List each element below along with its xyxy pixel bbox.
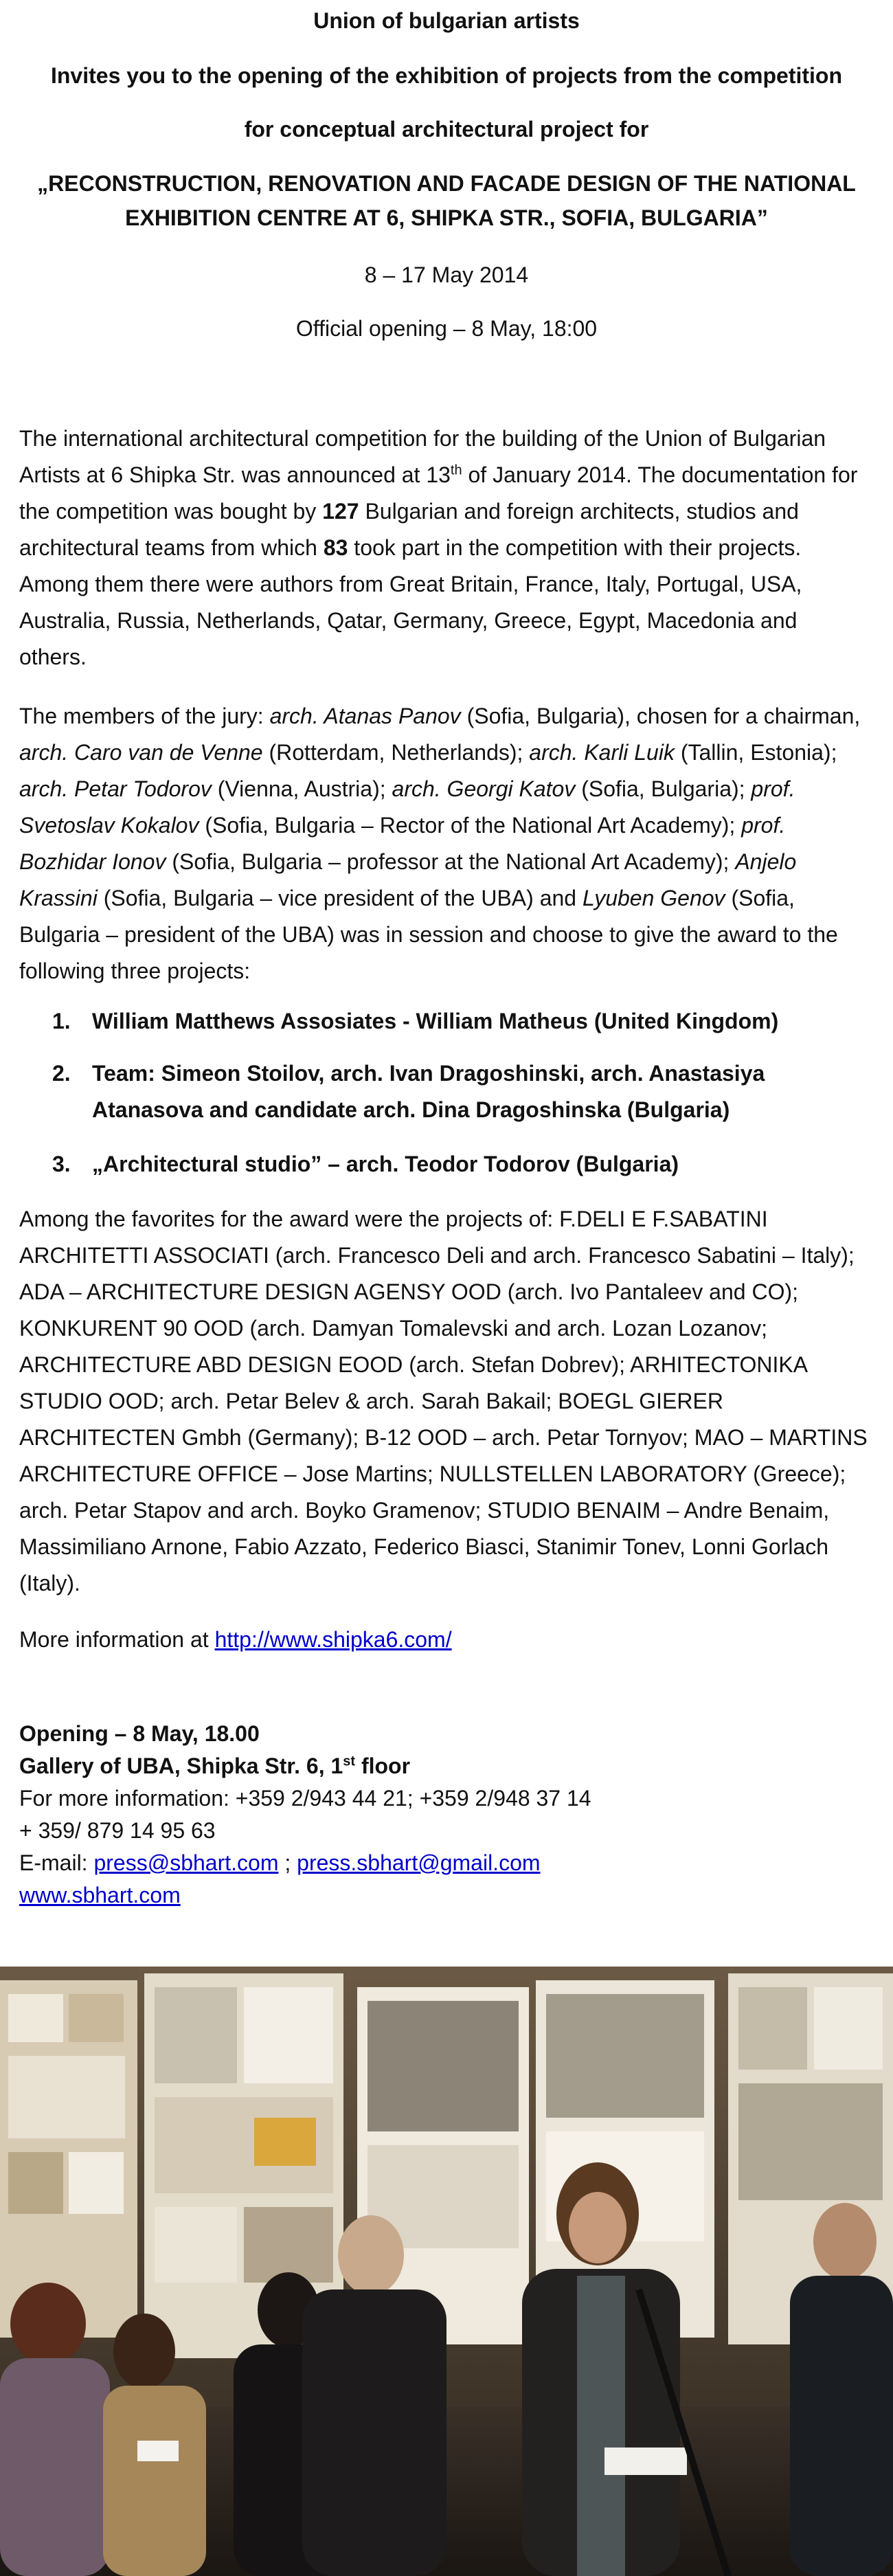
- jury-member: Anjelo Krassini: [19, 849, 797, 910]
- participants-count: 83: [323, 535, 348, 560]
- email-line: [19, 1847, 868, 1879]
- contact-block: [19, 1718, 868, 1912]
- official-opening: Official opening – 8 May, 18:00: [295, 316, 598, 341]
- competition-title: „RECONSTRUCTION, RENOVATION AND FACADE DESIGN OF THE NATIONAL EXHIBITION CENTRE AT 6, SHIPKA STR., SOFIA, BULGARIA”: [37, 171, 856, 230]
- p1-text-d: took part in the competition with their projects. Among them there were authors from Great Britain, France, Italy, Portugal, USA, Australia, Russia, Netherlands, Qatar, Germany, Greece, Egypt, Macedonia and others.: [19, 535, 802, 669]
- org-heading: Union of bulgarian artists: [313, 8, 580, 33]
- gallery-floor: floor: [355, 1754, 411, 1778]
- award-item-3: [52, 1146, 863, 1191]
- award-item-2: [52, 1055, 863, 1136]
- jury-member: arch. Atanas Panov: [269, 704, 461, 728]
- award-number: 3.: [52, 1152, 71, 1176]
- award-item-1: [52, 1003, 863, 1048]
- jury-text: (Sofia, Bulgaria – vice president of the UBA) and: [97, 886, 583, 910]
- favorites-paragraph: Among the favorites for the award were the projects of: F.DELI E F.SABATINI ARCHITETTI ASSOCIATI (arch. Francesco Deli and arch. Francesco Sabatini – Italy); ADA – ARCHITECTURE DESIGN AGENSY OOD (arch. Ivo Pantaleev and CO); KONKURENT 90 OOD (arch. Damyan Tomalevski and arch. Lozan Lozanov; ARCHITECTURE ABD DESIGN EOOD (arch. Stefan Dobrev); ARHITECTONIKA STUDIO OOD; arch. Petar Belev & arch. Sarah Bakail; BOEGL GIERER ARCHITECTEN Gmbh (Germany); B-12 OOD – arch. Petar Tornyov; MAO – MARTINS ARCHITECTURE OFFICE – Jose Martins; NULLSTELLEN LABORATORY (Greece); arch. Petar Stapov and arch. Boyko Gramenov; STUDIO BENAIM – Andre Benaim, Massimiliano Arnone, Fabio Azzato, Federico Biasci, Stanimir Tonev, Lonni Gorlach (Italy).: [19, 1207, 868, 1595]
- jury-member: arch. Caro van de Venne: [19, 740, 263, 765]
- opening-line: Opening – 8 May, 18.00: [19, 1721, 260, 1746]
- shipka6-link[interactable]: http://www.shipka6.com/: [214, 1627, 452, 1652]
- mobile-line: + 359/ 879 14 95 63: [19, 1818, 216, 1843]
- p1-text-b: of January 2014. The documentation for the competition was bought by: [19, 462, 858, 524]
- gallery-text: Gallery of UBA, Shipka Str. 6, 1: [19, 1754, 343, 1778]
- jury-member: prof. Bozhidar Ionov: [19, 813, 786, 874]
- buyers-count: 127: [322, 499, 359, 524]
- jury-text: (Sofia, Bulgaria – president of the UBA) was in session and choose to give the award to the following three projects:: [19, 886, 838, 983]
- gallery-superscript: st: [343, 1754, 356, 1769]
- exhibition-dates: 8 – 17 May 2014: [364, 262, 529, 287]
- email-link-gmail[interactable]: press.sbhart@gmail.com: [297, 1850, 541, 1875]
- award-number: 2.: [52, 1061, 71, 1086]
- p1-text-c: Bulgarian and foreign architects, studios and architectural teams from which: [19, 499, 799, 560]
- p1-text-a: The international architectural competition for the building of the Union of Bulgarian Artists at 6 Shipka Str. was announced at 13: [19, 426, 826, 487]
- email-label: E-mail:: [19, 1850, 94, 1875]
- competition-paragraph: [19, 421, 868, 675]
- email-link-press[interactable]: press@sbhart.com: [93, 1850, 279, 1875]
- for-heading: for conceptual architectural project for: [244, 117, 649, 142]
- website-line: [19, 1879, 868, 1912]
- jury-text: (Sofia, Bulgaria);: [575, 776, 751, 801]
- email-separator: ;: [278, 1850, 297, 1875]
- more-info-line: [19, 1622, 868, 1658]
- jury-member: arch. Petar Todorov: [19, 776, 212, 801]
- p1-superscript: th: [450, 462, 462, 478]
- jury-text: (Sofia, Bulgaria – professor at the National Art Academy);: [166, 849, 736, 874]
- award-text: „Architectural studio” – arch. Teodor Todorov (Bulgaria): [92, 1152, 679, 1176]
- exhibition-opening-photo: [0, 1967, 893, 2576]
- phones-line: For more information: +359 2/943 44 21; +359 2/948 37 14: [19, 1786, 591, 1811]
- jury-text: (Tallin, Estonia);: [674, 740, 837, 765]
- jury-text: (Vienna, Austria);: [211, 776, 392, 801]
- photo-illustration: [0, 1967, 893, 2576]
- jury-text: (Sofia, Bulgaria), chosen for a chairman,: [460, 704, 861, 728]
- award-text: William Matthews Assosiates - William Matheus (United Kingdom): [92, 1009, 779, 1033]
- jury-text: The members of the jury:: [19, 704, 270, 728]
- gallery-line: [19, 1750, 868, 1782]
- jury-member: Lyuben Genov: [582, 886, 725, 910]
- jury-member: arch. Karli Luik: [529, 740, 675, 765]
- jury-paragraph: [19, 698, 868, 989]
- jury-text: (Rotterdam, Netherlands);: [262, 740, 530, 765]
- award-text: Team: Simeon Stoilov, arch. Ivan Dragoshinski, arch. Anastasiya Atanasova and candidate arch. Dina Dragoshinska (Bulgaria): [92, 1061, 765, 1122]
- award-number: 1.: [52, 1009, 71, 1033]
- invite-heading: Invites you to the opening of the exhibition of projects from the competition: [50, 63, 842, 88]
- website-link[interactable]: www.sbhart.com: [19, 1883, 181, 1907]
- jury-member: prof. Svetoslav Kokalov: [19, 776, 795, 838]
- more-info-label: More information at: [19, 1627, 215, 1652]
- jury-member: arch. Georgi Katov: [392, 776, 576, 801]
- jury-text: (Sofia, Bulgaria – Rector of the National Art Academy);: [199, 813, 742, 838]
